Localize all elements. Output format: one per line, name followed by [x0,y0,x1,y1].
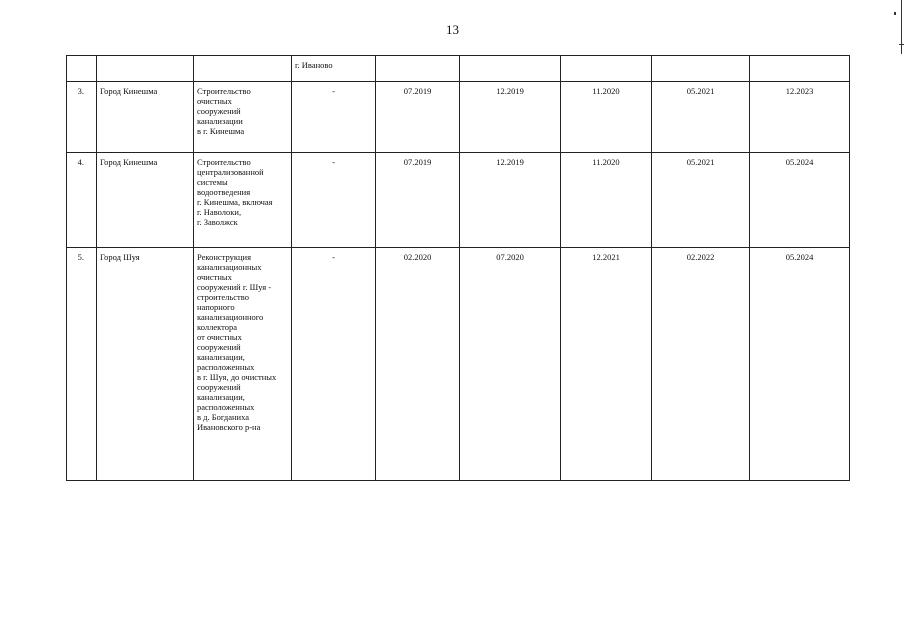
date-cell: 12.2019 [460,82,561,153]
table-cell [67,56,97,82]
row-number: 3. [67,82,97,153]
date-cell: 12.2019 [460,153,561,248]
table-cell [376,56,460,82]
scan-edge-line [901,0,902,54]
page-number: 13 [446,22,459,37]
project-cell: Строительство очистных сооружений канализации в г. Кинешма [194,82,292,153]
table-row [67,82,850,153]
municipality-cell: Город Кинешма [97,153,194,248]
row-number: 4. [67,153,97,248]
date-cell: 12.2021 [561,248,652,481]
project-cell: Реконструкция канализационных очистных сооружений г. Шуя - строительство напорного канализационного коллектора от очистных сооружений канализации, расположенных в г. Шуя, до очистных сооружений канализации, расположенных в д. Богданиха Ивановского р-на [194,248,292,481]
scan-speck [894,12,896,15]
value-cell: - [292,153,376,248]
date-cell: 07.2020 [460,248,561,481]
date-cell: 11.2020 [561,153,652,248]
municipality-cell: Город Кинешма [97,82,194,153]
continuation-row [67,56,850,82]
date-cell: 02.2022 [652,248,750,481]
table-cell [460,56,561,82]
date-cell: 05.2024 [750,153,850,248]
location-cell: г. Иваново [292,56,376,82]
date-cell: 11.2020 [561,82,652,153]
table-cell [97,56,194,82]
value-cell: - [292,248,376,481]
table-row [67,248,850,481]
date-cell: 05.2021 [652,82,750,153]
table-cell [194,56,292,82]
scan-edge-marks [895,0,905,640]
date-cell: 07.2019 [376,153,460,248]
row-number: 5. [67,248,97,481]
date-cell: 07.2019 [376,82,460,153]
date-cell: 02.2020 [376,248,460,481]
date-cell: 12.2023 [750,82,850,153]
scan-speck [899,44,904,45]
table-cell [561,56,652,82]
table-row [67,153,850,248]
table-cell [750,56,850,82]
date-cell: 05.2024 [750,248,850,481]
project-cell: Строительство централизованной системы водоотведения г. Кинешма, включая г. Наволоки, г. Заволжск [194,153,292,248]
value-cell: - [292,82,376,153]
municipality-cell: Город Шуя [97,248,194,481]
date-cell: 05.2021 [652,153,750,248]
construction-schedule-table [66,55,850,481]
table-cell [652,56,750,82]
